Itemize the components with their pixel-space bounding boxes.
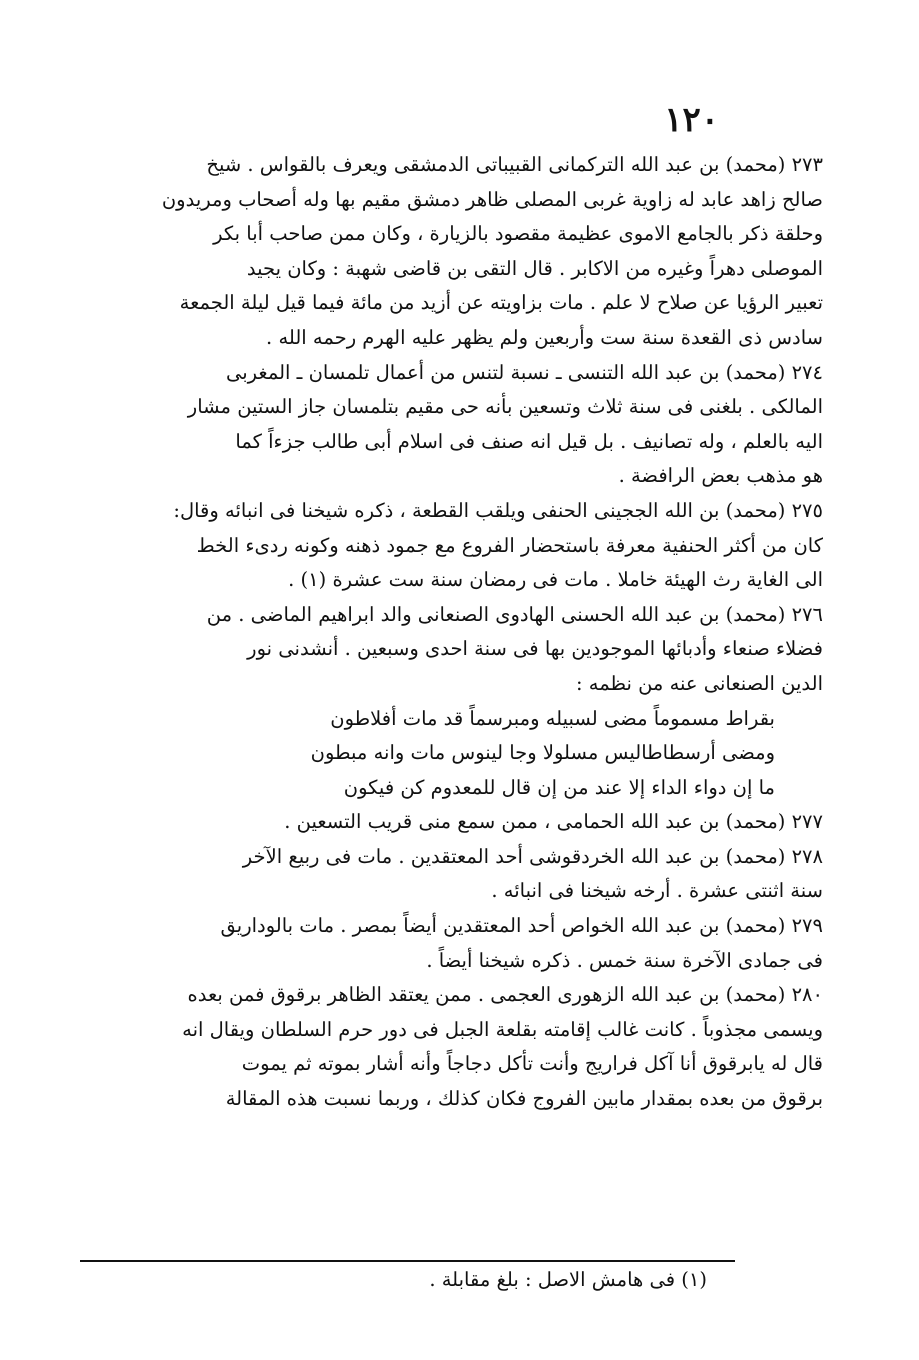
footnote: (١) فى هامش الاصل : بلغ مقابلة . bbox=[429, 1268, 707, 1291]
text-line: الموصلى دهراً وغيره من الاكابر . قال التقى بن قاضى شهبة : وكان يجيد bbox=[246, 256, 823, 280]
text-line: برقوق من بعده بمقدار مابين الفروج فكان كذلك ، وربما نسبت هذه المقالة bbox=[225, 1087, 823, 1111]
text-line: ٢٧٨ (محمد) بن عبد الله الخردقوشى أحد المعتقدين . مات فى ربيع الآخر bbox=[242, 844, 823, 868]
text-line: فى جمادى الآخرة سنة خمس . ذكره شيخنا أيضاً . bbox=[426, 948, 823, 972]
text-line: ٢٧٦ (محمد) بن عبد الله الحسنى الهادوى الصنعانى والد ابراهيم الماضى . من bbox=[206, 602, 823, 626]
verse-line: ما إن دواء الداء إلا عند من إن قال للمعدوم كن فيكون bbox=[343, 775, 775, 799]
text-line: ويسمى مجذوباً . كانت غالب إقامته بقلعة الجبل فى دور حرم السلطان ويقال انه bbox=[182, 1017, 823, 1041]
text-line: اليه بالعلم ، وله تصانيف . بل قيل انه صنف فى اسلام أبى طالب جزءاً كما bbox=[235, 429, 823, 453]
page-number: ١٢٠ bbox=[664, 100, 719, 140]
text-line: قال له يابرقوق أنا آكل فراريج وأنت تأكل دجاجاً وأنه أشار بموته ثم يموت bbox=[241, 1052, 823, 1076]
text-line: تعبير الرؤيا عن صلاح لا علم . مات بزاويته عن أزيد من مائة فيما قيل ليلة الجمعة bbox=[179, 291, 823, 315]
text-line: ٢٧٣ (محمد) بن عبد الله التركمانى القبيباتى الدمشقى ويعرف بالقواس . شيخ bbox=[206, 153, 823, 176]
text-line: ٢٧٧ (محمد) بن عبد الله الحمامى ، ممن سمع منى قريب التسعين . bbox=[284, 810, 823, 834]
text-line: سنة اثنتى عشرة . أرخه شيخنا فى انبائه . bbox=[491, 879, 823, 903]
text-line: ٢٧٤ (محمد) بن عبد الله التنسى ـ نسبة لتنس من أعمال تلمسان ـ المغربى bbox=[225, 360, 823, 384]
text-line: سادس ذى القعدة سنة ست وأربعين ولم يظهر عليه الهرم رحمه الله . bbox=[266, 325, 823, 349]
text-line: فضلاء صنعاء وأدبائها الموجودين بها فى سنة احدى وسبعين . أنشدنى نور bbox=[247, 637, 823, 661]
text-line: الدين الصنعانى عنه من نظمه : bbox=[575, 671, 823, 695]
main-text bbox=[98, 148, 823, 1117]
text-line: وحلقة ذكر بالجامع الاموى عظيمة مقصود بالزيارة ، وكان ممن صاحب أبا بكر bbox=[213, 222, 823, 246]
text-line: ٢٨٠ (محمد) بن عبد الله الزهورى العجمى . ممن يعتقد الظاهر برقوق فمن بعده bbox=[187, 983, 823, 1007]
verse-line: بقراط مسموماً مضى لسبيله ومبرسماً قد مات أفلاطون bbox=[330, 706, 775, 730]
text-line: ٢٧٩ (محمد) بن عبد الله الخواص أحد المعتقدين أيضاً بمصر . مات بالوداريق bbox=[220, 914, 823, 938]
text-line: كان من أكثر الحنفية معرفة باستحضار الفروع مع جمود ذهنه وكونه ردىء الخط bbox=[196, 533, 823, 557]
text-line: الى الغاية رث الهيئة خاملا . مات فى رمضان سنة ست عشرة (١) . bbox=[288, 568, 823, 592]
text-line: صالح زاهد عابد له زاوية غربى المصلى ظاهر دمشق مقيم بها وله أصحاب ومريدون bbox=[161, 187, 823, 211]
text-line: هو مذهب بعض الرافضة . bbox=[618, 464, 823, 488]
text-line: ٢٧٥ (محمد) بن الله الججينى الحنفى ويلقب القطعة ، ذكره شيخنا فى انبائه وقال: bbox=[173, 498, 823, 522]
text-line: المالكى . بلغنى فى سنة ثلاث وتسعين بأنه حى مقيم بتلمسان جاز الستين مشار bbox=[187, 395, 823, 419]
verse-line: ومضى أرسطاطاليس مسلولا وجا لينوس مات وانه مبطون bbox=[310, 741, 775, 765]
